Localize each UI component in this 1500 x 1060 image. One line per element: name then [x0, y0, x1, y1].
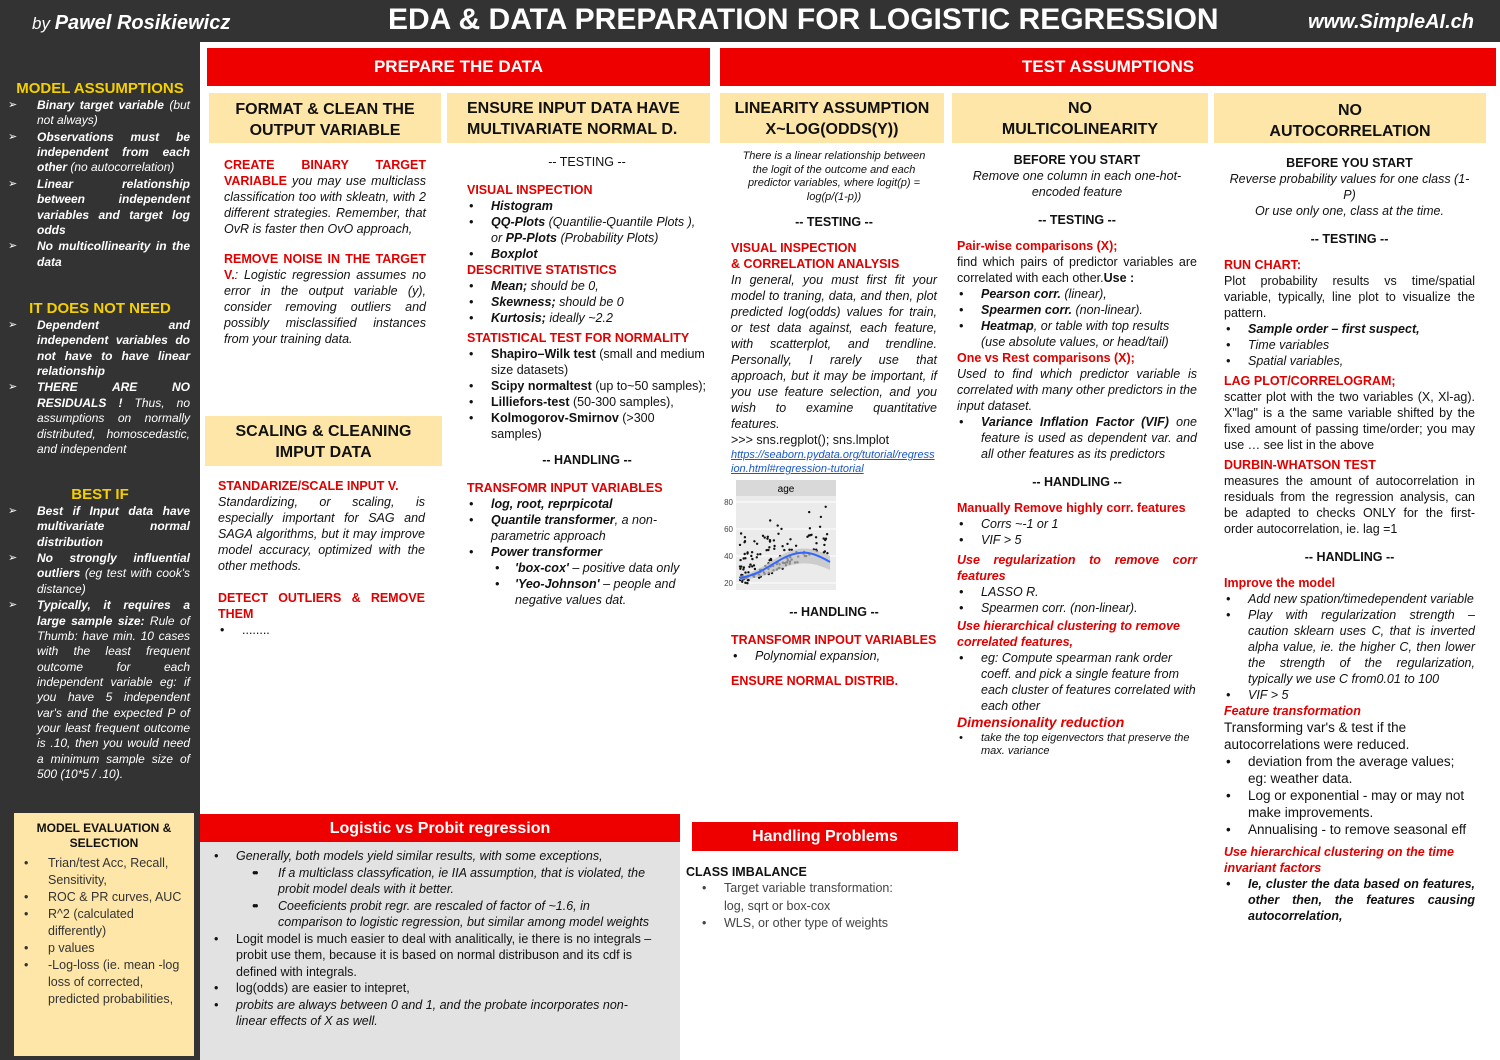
format-clean-section: [224, 157, 426, 347]
before-start-text: Remove one column in each one-hot-encoded feature: [972, 169, 1182, 199]
scatter-point: [815, 542, 817, 544]
list-item: • Power transformer: [467, 544, 707, 560]
manual-remove-list: [957, 516, 1197, 548]
scatter-point: [786, 543, 788, 545]
assumptions-heading: MODEL ASSUMPTIONS: [16, 80, 184, 97]
scatter-point: [795, 545, 797, 547]
one-vs-rest-heading: One vs Rest comparisons (X);: [957, 351, 1135, 365]
scatter-point: [756, 556, 758, 558]
scatter-point: [780, 528, 782, 530]
descriptive-list: [467, 278, 707, 326]
scatter-point: [751, 558, 753, 560]
linearity-transform-heading: TRANSFOMR INPOUT VARIABLES: [731, 633, 937, 647]
scatter-point: [747, 579, 749, 581]
list-item: ➢ Binary target variable (but not always): [6, 98, 190, 129]
y-ticks: [724, 498, 733, 588]
list-item: • -Log-loss (ie. mean -log loss of corrected, predicted probabilities,: [20, 957, 194, 1008]
run-chart-list: [1224, 321, 1475, 369]
scatter-point: [739, 544, 741, 546]
list-item: • probits are always between 0 and 1, and the probate incorporates non-linear effects of X as well.: [212, 997, 656, 1030]
scatter-point: [769, 539, 771, 541]
feature-transformation-heading: Feature transformation: [1224, 704, 1361, 718]
regplot-figure: [718, 478, 838, 593]
list-item: • ........: [218, 622, 425, 638]
hier-clustering-heading: Use hierarchical clustering to remove correlated features,: [957, 619, 1181, 649]
list-item: • Time variables: [1224, 337, 1475, 353]
normal-distrib-heading: ENSURE NORMAL DISTRIB.: [731, 674, 899, 688]
sub-list: [252, 865, 656, 931]
list-item: • take the top eigenvectors that preserve the max. variance: [957, 732, 1197, 758]
detect-outliers-heading: DETECT OUTLIERS & REMOVE THEM: [218, 591, 425, 621]
scatter-point: [751, 551, 753, 553]
list-item: • Ie, cluster the data based on features, other then, the features causing autocorrelation,: [1224, 876, 1475, 924]
visual-list: [467, 198, 707, 262]
y-tick-label: 20: [724, 579, 733, 588]
scatter-point: [826, 552, 828, 554]
list-item: • R^2 (calculated differently): [20, 906, 194, 940]
scatter-point: [789, 538, 791, 540]
durbin-watson-heading: DURBIN-WHATSON TEST: [1224, 458, 1376, 472]
list-item: • Kurtosis; ideally ~2.2: [467, 310, 707, 326]
scatter-point: [753, 540, 755, 542]
power-list: [467, 560, 707, 608]
scatter-point: [768, 546, 770, 548]
author-line: [32, 11, 230, 37]
dimensionality-heading: Dimensionality reduction: [957, 714, 1125, 730]
list-item: ➢ No multicollinearity in the data: [6, 239, 190, 270]
scatter-point: [825, 506, 827, 508]
page-title: EDA & DATA PREPARATION FOR LOGISTIC REGRESSION: [388, 3, 1219, 36]
list-item: ➢ Linear relationship between independent variables and target log odds: [6, 177, 190, 238]
list-item: • Log or exponential - may or may not make improvements.: [1224, 787, 1475, 821]
list-item: • 'Yeo-Johnson' – people and negative values dat.: [467, 576, 707, 608]
scatter-point: [743, 557, 745, 559]
scatter-point: [783, 549, 785, 551]
lag-plot-text: scatter plot with the two variables (X, Xl-ag). X"lag" is a the same variable shifted by the fixed amount of passing time/order; you may use … see list in the above: [1224, 390, 1475, 452]
scatter-point: [762, 535, 764, 537]
hier-clustering-time-heading: Use hierarchical clustering on the time invariant factors: [1224, 845, 1454, 875]
pairwise-text: find which pairs of predictor variables are correlated with each other.Use :: [957, 255, 1197, 285]
descriptive-heading: DESCRITIVE STATISTICS: [467, 263, 617, 277]
run-chart-text: Plot probability results vs time/spatial variable, typically, line plot to visualize the pattern.: [1224, 274, 1475, 320]
list-item: • Kolmogorov-Smirnov (>300 samples): [467, 410, 707, 442]
scatter-point: [742, 568, 744, 570]
statistical-test-heading: STATISTICAL TEST FOR NORMALITY: [467, 331, 690, 345]
scatter-point: [757, 553, 759, 555]
list-item: • p values: [20, 940, 194, 957]
scatter-point: [756, 543, 758, 545]
regularization-heading: Use regularization to remove corr features: [957, 553, 1197, 583]
list-item: ➢ THERE ARE NO RESIDUALS ! Thus, no assumptions on normally distributed, homoscedastic, and independent: [6, 380, 190, 457]
linearity-section: [731, 150, 937, 476]
scatter-point: [746, 582, 748, 584]
scatter-point: [808, 511, 810, 513]
list-item: • log, root, reprpicotal: [467, 496, 707, 512]
scatter-point: [751, 565, 753, 567]
scatter-point: [820, 516, 822, 518]
testing-label: -- TESTING --: [795, 215, 873, 229]
scatter-point: [744, 536, 746, 538]
list-item: • Spearmen corr. (non-linear).: [957, 302, 1197, 318]
scatter-point: [750, 555, 752, 557]
feature-transformation-list: [1224, 753, 1475, 838]
create-binary-text: CREATE BINARY TARGET VARIABLE you may use multiclass classification too with skleatn, with 2 different strategies. Remember, that OvR is faster then OvO approach,: [224, 158, 426, 236]
list-item: • WLS, or other type of weights: [700, 915, 896, 933]
mvn-title: ENSURE INPUT DATA HAVE MULTIVARIATE NORMAL D.: [447, 93, 710, 143]
scatter-point: [806, 536, 808, 538]
scatter-point: [739, 568, 741, 570]
scatter-point: [815, 536, 817, 538]
scatter-point: [777, 524, 779, 526]
list-item: ➢ Observations must be independent from each other (no autocorrelation): [6, 130, 190, 176]
testing-label: -- TESTING --: [1038, 213, 1116, 227]
scatter-point: [769, 519, 771, 521]
eval-list: [20, 855, 194, 1008]
scatter-point: [819, 526, 821, 528]
manual-remove-heading: Manually Remove highly corr. features: [957, 501, 1186, 515]
one-vs-rest-text: Used to find which predictor variable is correlated with many other predictors in the input dataset.: [957, 367, 1197, 413]
author-name: Pawel Rosikiewicz: [54, 12, 231, 34]
list-item: • Annualising - to remove seasonal eff: [1224, 821, 1475, 838]
list-item: • Logit model is much easier to deal with analitically, ie there is no integrals – probit use them, because it is based on normal distribuson and its cdf is defined with integrals.: [212, 931, 656, 981]
feature-transformation-text: Transforming var's & test if the autocorrelations were reduced.: [1224, 720, 1410, 752]
list-item: • Play with regularization strength – caution sklearn uses C, that is inverted alpha value, ie. the higher C, then lower the strength of the regularization, typically we use C from0.01 to 100: [1224, 607, 1475, 687]
list-item: ➢ Dependent and independent variables do not have to have linear relationship: [6, 318, 190, 379]
scatter-point: [773, 545, 775, 547]
handling-label: -- HANDLING --: [789, 605, 879, 619]
scatter-point: [744, 582, 746, 584]
list-item: • LASSO R.: [957, 584, 1197, 600]
best-if-list: [6, 504, 190, 783]
list-item: • Polynomial expansion,: [731, 648, 937, 664]
format-clean-title: FORMAT & CLEAN THE OUTPUT VARIABLE: [209, 93, 441, 143]
scatter-point: [781, 545, 783, 547]
list-item: • Target variable transformation: log, sqrt or box-cox: [700, 880, 896, 915]
scatter-point: [823, 537, 825, 539]
site-url: www.SimpleAI.ch: [1308, 11, 1474, 33]
class-imbalance-list: [700, 880, 896, 933]
list-item: • Corrs ~-1 or 1: [957, 516, 1197, 532]
by-label: by: [32, 14, 50, 33]
list-item: ➢ Best if Input data have multivariate normal distribution: [6, 504, 190, 550]
linearity-visual-text: In general, you must first fit your model to traning, data, and then, plot predicted log(odds) values for train, or test data against, each feature, with scatterplot, and trendline. Personally, I rarely use that approach, but it may be important, if you use feature selection, and you wish to examine quantitative features.: [731, 273, 937, 431]
y-tick-label: 40: [724, 552, 733, 561]
seaborn-tutorial-link[interactable]: https://seaborn.pydata.org/tutorial/regression.html#regression-tutorial: [731, 449, 935, 475]
list-item: • Pearson corr. (linear),: [957, 286, 1197, 302]
handling-problems-banner: Handling Problems: [692, 822, 958, 851]
hier-clustering-list: [957, 650, 1197, 714]
scatter-point: [823, 544, 825, 546]
scatter-point: [809, 527, 811, 529]
scaling-section: [218, 478, 425, 638]
list-item: • • Coeeficients probit regr. are rescaled of factor of ~1.6, in comparison to logistic regression, but similar among model weights: [252, 898, 656, 931]
list-item: • Histogram: [467, 198, 707, 214]
list-item: • Shapiro–Wilk test (small and medium size datasets): [467, 346, 707, 378]
facet-label: age: [777, 484, 795, 495]
remove-noise-text: REMOVE NOISE IN THE TARGET V.: Logistic regression assumes no error in the output variable (y), consider removing outliers and possibly misclassified instances from your training data.: [224, 252, 426, 346]
scatter-point: [746, 552, 748, 554]
list-item: • Boxplot: [467, 246, 707, 262]
scatter-point: [767, 549, 769, 551]
assumptions-list: [6, 98, 190, 271]
pairwise-list: [957, 286, 1197, 350]
list-item: • Skewness; should be 0: [467, 294, 707, 310]
class-imbalance-heading: CLASS IMBALANCE: [686, 865, 807, 879]
standarize-text: Standardizing, or scaling, is especially important for SAG and SAGA algorithms, but it may improve model accuracy, optimized with the other methods.: [218, 495, 425, 573]
transform-heading: TRANSFOMR INPUT VARIABLES: [467, 481, 663, 495]
handling-problems-section: [686, 864, 896, 933]
list-item: • Add new spation/timedependent variable: [1224, 591, 1475, 607]
scatter-point: [739, 559, 741, 561]
scatter-point: [744, 553, 746, 555]
dimensionality-list: [957, 732, 1197, 758]
list-item: • Mean; should be 0,: [467, 278, 707, 294]
list-item: • Variance Inflation Factor (VIF) one feature is used as dependent var. and all other features as its predictors: [957, 414, 1197, 462]
scatter-point: [739, 565, 741, 567]
regplot-svg: [718, 478, 838, 593]
handling-label: -- HANDLING --: [542, 453, 632, 467]
scatter-point: [809, 534, 811, 536]
logit-probit-box: [200, 842, 680, 1060]
list-item: • VIF > 5: [1224, 687, 1475, 703]
not-need-list: [6, 318, 190, 458]
scatter-point: [748, 566, 750, 568]
run-chart-heading: RUN CHART:: [1224, 258, 1302, 272]
scatter-point: [777, 533, 779, 535]
testing-label: -- TESTING --: [1310, 232, 1389, 246]
before-start-heading: BEFORE YOU START: [1013, 153, 1141, 167]
list-item: • Spearmen corr. (non-linear).: [957, 600, 1197, 616]
hier-clustering-time-list: [1224, 876, 1475, 924]
list-item: • deviation from the average values; eg: weather data.: [1224, 753, 1475, 787]
not-need-heading: IT DOES NOT NEED: [29, 300, 171, 317]
visual-inspection-heading: VISUAL INSPECTION: [467, 183, 593, 197]
list-item: • Spatial variables,: [1224, 353, 1475, 369]
list-item: ➢ No strongly influential outliers (eg test with cook's distance): [6, 551, 190, 597]
before-start-text: Reverse probability values for one class (1-P) Or use only one, class at the time.: [1229, 172, 1470, 218]
scatter-point: [741, 581, 743, 583]
list-item: • ROC & PR curves, AUC: [20, 889, 194, 906]
y-tick-label: 80: [724, 498, 733, 507]
linearity-handling: [731, 604, 937, 689]
standarize-heading: STANDARIZE/SCALE INPUT V.: [218, 479, 399, 493]
scatter-point: [740, 532, 742, 534]
autocorrelation-section: [1224, 155, 1475, 924]
scatter-point: [764, 536, 766, 538]
handling-label: -- HANDLING --: [1304, 550, 1395, 564]
linearity-code: >>> sns.regplot(); sns.lmplot: [731, 433, 890, 447]
transform-list: [467, 496, 707, 560]
before-start-heading: BEFORE YOU START: [1286, 156, 1413, 170]
multicollinearity-section: [957, 152, 1197, 758]
scatter-point: [749, 563, 751, 565]
list-item: • Heatmap, or table with top results (use absolute values, or head/tail): [957, 318, 1197, 350]
scatter-point: [743, 541, 745, 543]
list-item: • Quantile transformer, a non-parametric approach: [467, 512, 707, 544]
improve-model-list: [1224, 591, 1475, 703]
pairwise-heading: Pair-wise comparisons (X);: [957, 239, 1118, 253]
handling-label: -- HANDLING --: [1032, 475, 1122, 489]
logit-probit-list: [212, 848, 656, 1030]
scatter-point: [744, 571, 746, 573]
testing-label: -- TESTING --: [548, 155, 626, 169]
scatter-point: [825, 538, 827, 540]
list-item: • Trian/test Acc, Recall, Sensitivity,: [20, 855, 194, 889]
eval-heading: MODEL EVALUATION & SELECTION: [36, 821, 172, 851]
list-item: • QQ-Plots (Quantilie-Quantile Plots ), or PP-Plots (Probability Plots): [467, 214, 707, 246]
list-item: • VIF > 5: [957, 532, 1197, 548]
outliers-list: [218, 622, 425, 638]
list-item: ➢ Typically, it requires a large sample size: Rule of Thumb: have min. 10 cases with the least frequent outcome for each independent variable eg: if you have 5 independent var's and the expected P of your least frequent outcome is .10, then you would need a minimum sample size of 500 (10*5 / .10).: [6, 598, 190, 782]
mvn-section: [467, 154, 707, 608]
list-item: • Scipy normaltest (up to~50 samples);: [467, 378, 707, 394]
best-if-heading: BEST IF: [71, 486, 129, 503]
scaling-title: SCALING & CLEANING IMPUT DATA: [205, 416, 442, 466]
scatter-point: [773, 539, 775, 541]
regularization-list: [957, 584, 1197, 616]
improve-model-heading: Improve the model: [1224, 576, 1336, 590]
scatter-point: [754, 568, 756, 570]
list-item: • 'box-cox' – positive data only: [467, 560, 707, 576]
linearity-title: LINEARITY ASSUMPTION X~LOG(ODDS(Y)): [720, 93, 944, 143]
list-item: • Sample order – first suspect,: [1224, 321, 1475, 337]
y-tick-label: 60: [724, 525, 733, 534]
list-item: • • If a multiclass classyfication, ie IIA assumption, that is violated, the probit model deals with it better.: [252, 865, 656, 898]
prepare-banner: PREPARE THE DATA: [207, 48, 710, 86]
list-item: • eg: Compute spearman rank order coeff. and pick a single feature from each cluster of features correlated with each other: [957, 650, 1197, 714]
scatter-point: [788, 549, 790, 551]
model-evaluation-box: [14, 813, 194, 1056]
lag-plot-heading: LAG PLOT/CORRELOGRAM;: [1224, 374, 1396, 388]
linearity-intro: There is a linear relationship between the logit of the outcome and each predictor variables, where logit(p) = log(p/(1-p)): [742, 150, 926, 203]
multicollinearity-title: NO MULTICOLINEARITY: [952, 93, 1208, 143]
scatter-point: [826, 533, 828, 535]
logit-probit-banner: Logistic vs Probit regression: [200, 814, 680, 844]
linearity-transform-list: [731, 648, 937, 664]
title-bar: [0, 0, 1500, 42]
vif-list: [957, 414, 1197, 462]
durbin-watson-text: measures the amount of autocorrelation in residuals from the regression analysis, can be adapted to checks ONLY for the first-order autocorrelation, ie. lag =1: [1224, 474, 1475, 536]
scatter-point: [766, 538, 768, 540]
test-assumptions-banner: TEST ASSUMPTIONS: [720, 48, 1496, 86]
list-item: • log(odds) are easier to intepret,: [212, 980, 656, 997]
scatter-point: [773, 548, 775, 550]
scatter-point: [759, 553, 761, 555]
statistical-test-list: [467, 346, 707, 442]
list-item: • Generally, both models yield similar results, with some exceptions, • • If a multiclass classyfication, ie IIA assumption, that is violated, the probit model deals with it better. • • Coeeficients probit regr. are rescaled of factor of ~1.6, in comparison to logistic regression, but similar among model weights: [212, 848, 656, 931]
list-item: • Lilliefors-test (50-300 samples),: [467, 394, 707, 410]
linearity-visual-heading: VISUAL INSPECTION & CORRELATION ANALYSIS: [731, 241, 900, 271]
autocorrelation-title: NO AUTOCORRELATION: [1214, 93, 1486, 143]
